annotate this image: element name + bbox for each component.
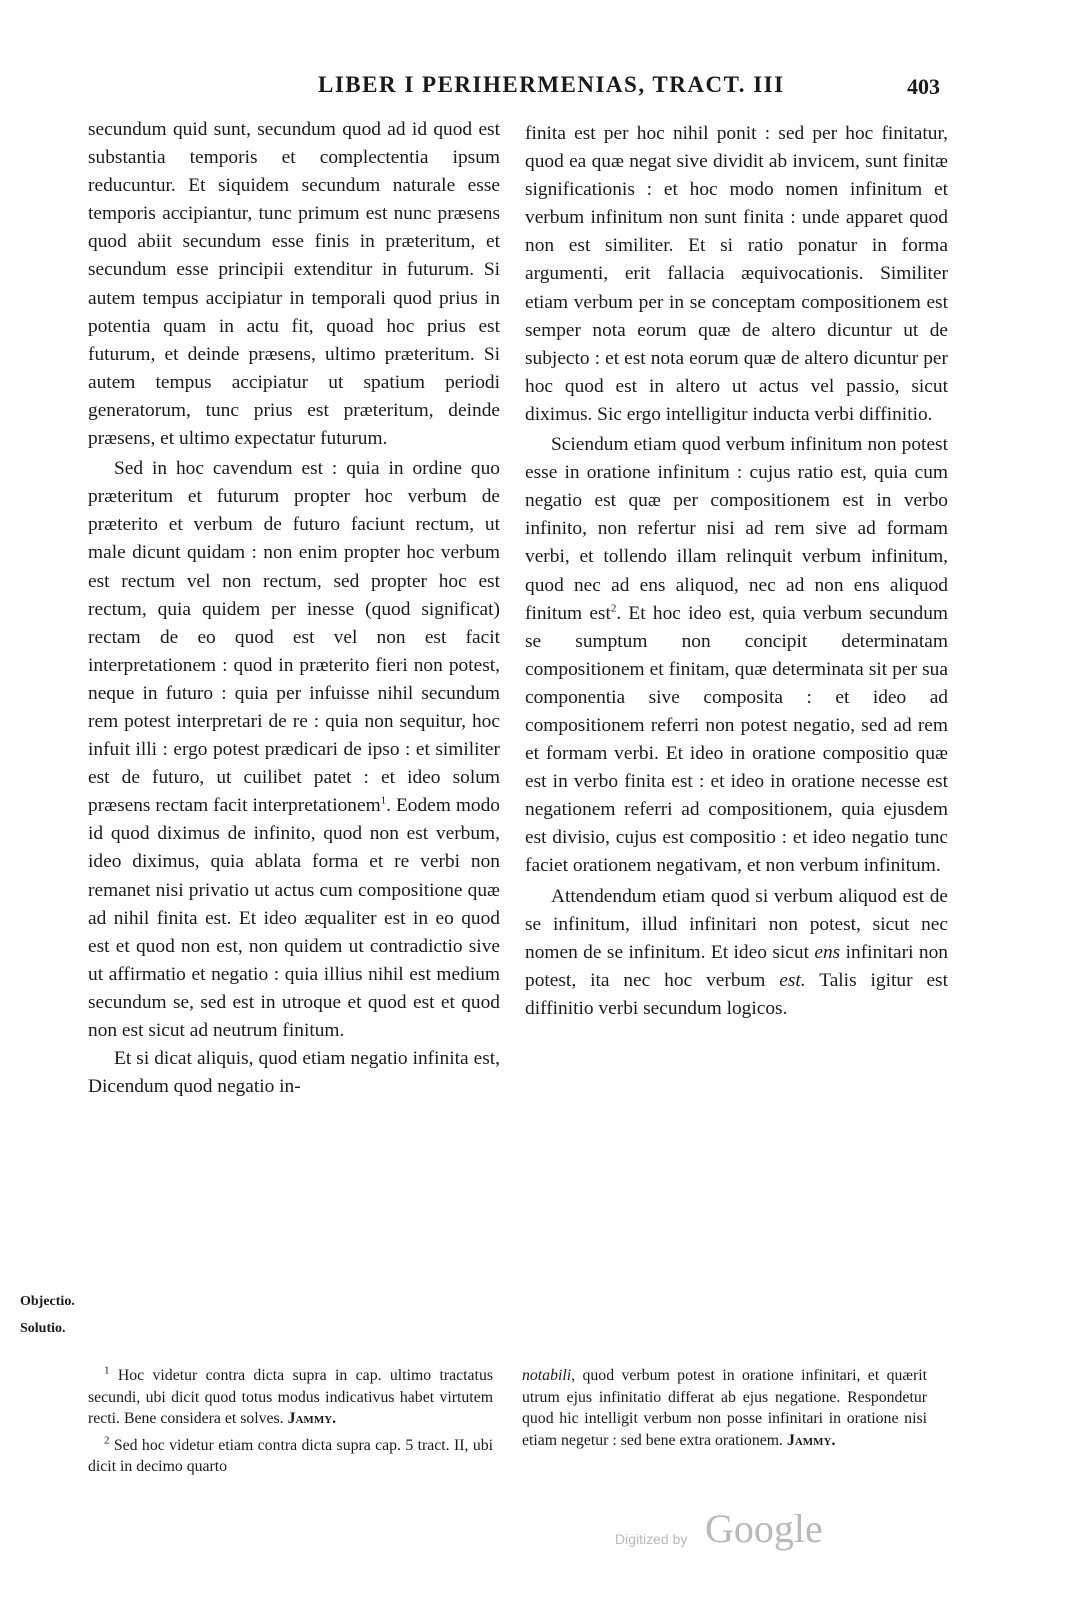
footnote-2-mark: 2 (104, 1434, 110, 1447)
footnote-1 (88, 1365, 493, 1430)
footnote-2-em: notabili (522, 1367, 572, 1384)
footnote-2 (88, 1435, 493, 1478)
page-number: 403 (907, 74, 940, 99)
page-header (0, 72, 1070, 106)
digitized-watermark (615, 1505, 875, 1565)
left-paragraph-1: secundum quid sunt, secundum quod ad id quod est substantia temporis et complectentia ipsum reducuntur. Et siquidem secundum naturale esse temporis accipiantur, tunc primum est nunc præsens quod abiit secundum esse finis in præteritum, et secundum esse principii extenditur in futurum. Si autem tempus accipiatur in temporali quod prius in potentia quam in actu fit, quoad hoc prius est futurum, et deinde præsens, ultimo præteritum. Si autem tempus accipiatur ut spatium periodi generatorum, tunc prius est præteritum, deinde præsens, et ultimo expectatur futurum. (88, 119, 500, 450)
left-paragraph-2 (88, 455, 500, 1045)
right-paragraph-3-em-ens: ens (814, 941, 841, 963)
footnote-1-mark: 1 (104, 1364, 110, 1377)
right-paragraph-3-mid: infinitari non potest, ita nec hoc verbum (525, 941, 948, 991)
right-paragraph-3 (525, 883, 948, 1023)
footnote-ref-2[interactable]: 2 (610, 602, 617, 615)
left-column (88, 116, 500, 1101)
right-paragraph-2-end: . Et hoc ideo est, quia verbum secundum se sumptum non concipit determinatam compositionem et finitam, quæ determinata sit per sua componentia sive composita : et ideo ad compositionem referri non potest negatio, sed ad rem et formam verbi. Et ideo in oratione compositio quæ est in verbo finita est : et ideo in oratione necesse est negationem referri ad compositionem, quia ejusdem est divisio, cujus est compositio : et ideo negatio tunc faciet orationem negativam, et non verbum infinitum. (525, 602, 948, 877)
footnote-ref-1[interactable]: 1 (380, 794, 387, 807)
footnote-2-continued-text: , quod verbum potest in oratione infinitari, et quærit utrum ejus infinitatio differat ab ejus negatione. Respondetur quod hic intelligit verbum non posse infinitari in oratione nisi etiam negetur : sed bene extra orationem. (522, 1367, 927, 1449)
right-paragraph-2 (525, 431, 948, 881)
footnote-2-text: Sed hoc videtur etiam contra dicta supra cap. 5 tract. II, ubi dicit in decimo quarto (88, 1436, 493, 1475)
footnote-2-continued (522, 1365, 927, 1451)
left-paragraph-2-end: . Eodem modo id quod diximus de infinito, quod non est verbum, ideo diximus, quia ablata forma et re verbi non remanet nisi privatio ut actus cum compositione quæ ad nihil finita est. Et ideo æqualiter est in eo quod est et quod non est, non quidem ut contradictio sive ut affirmatio et negatio : quia illius nihil est medium secundum se, sed est in utroque et quod est et quod non est sicut ad neutrum finitum. (88, 795, 500, 1041)
google-logo: Google (705, 1506, 823, 1551)
right-paragraph-2-text: Sciendum etiam quod verbum infinitum non potest esse in oratione infinitum : cujus ratio est, quia cum negatio est quæ per compositionem est in verbo infinito, non refertur nisi ad rem sive ad formam verbi, et tollendo illam relinquit verbum infinitum, quod nec ad ens aliquod, nec ad non ens aliquod finitum est (525, 434, 948, 624)
right-paragraph-3-text: Attendendum etiam quod si verbum aliquod est de se infinitum, illud infinitari non potest, sicut nec nomen de se infinitum. Et ideo sicut (525, 885, 948, 963)
left-paragraph-2-text: Sed in hoc cavendum est : quia in ordine quo præteritum et futurum propter hoc verbum de præterito et verbum de futuro faciunt rectum, ut male dicunt quidam : non enim propter hoc verbum est rectum vel non rectum, sed propter hoc est rectum, quia quidem per inesse (quod significat) rectam de eo quod est vel non est facit interpretationem : quod in præterito fieri non potest, neque in futuro : quia per infuisse nihil secundum rem potest interpretari de re : quia non sequitur, hoc infuit illi : ergo potest prædicari de ipso : et similiter est de futuro, ut cuilibet patet : et ideo solum præsens rectam facit interpretationem (88, 458, 500, 817)
marginal-note-solutio: Solutio. (20, 1321, 66, 1336)
footnote-1-signature: Jammy. (287, 1410, 337, 1427)
right-paragraph-1: finita est per hoc nihil ponit : sed per hoc finitatur, quod ea quæ negat sive dividit ab invicem, sunt finitæ significationis : et hoc modo nomen infinitum et verbum infinitum non sunt finita : unde apparet quod non est similiter. Et si ratio ponatur in forma argumenti, erit fallacia æquivocationis. Similiter etiam verbum per in se conceptam compositionem est semper nota eorum quæ de altero dicuntur ut de subjecto : et est nota eorum quæ de altero dicuntur per hoc quod est in altero ut actus vel passio, sicut diximus. Sic ergo intelligitur inducta verbi diffinitio. (525, 123, 948, 425)
footnotes-left (88, 1365, 493, 1483)
right-paragraph-3-end: Talis igitur est diffinitio verbi secundum logicos. (525, 969, 948, 1019)
left-paragraph-3: Et si dicat aliquis, quod etiam negatio infinita est, Dicendum quod negatio in- (88, 1048, 500, 1098)
right-paragraph-3-em-est: est. (779, 969, 806, 991)
running-title: LIBER I PERIHERMENIAS, TRACT. III (318, 72, 785, 97)
right-column (525, 120, 948, 1023)
watermark-prefix: Digitized by (615, 1531, 688, 1547)
footnotes-right (522, 1365, 927, 1456)
footnote-1-text: Hoc videtur contra dicta supra in cap. ultimo tractatus secundi, ubi dicit quod totus modus indicativus habet virtutem recti. Bene considera et solves. (88, 1367, 493, 1427)
marginal-note-objectio: Objectio. (20, 1294, 75, 1309)
footnote-2-signature: Jammy. (786, 1431, 836, 1449)
